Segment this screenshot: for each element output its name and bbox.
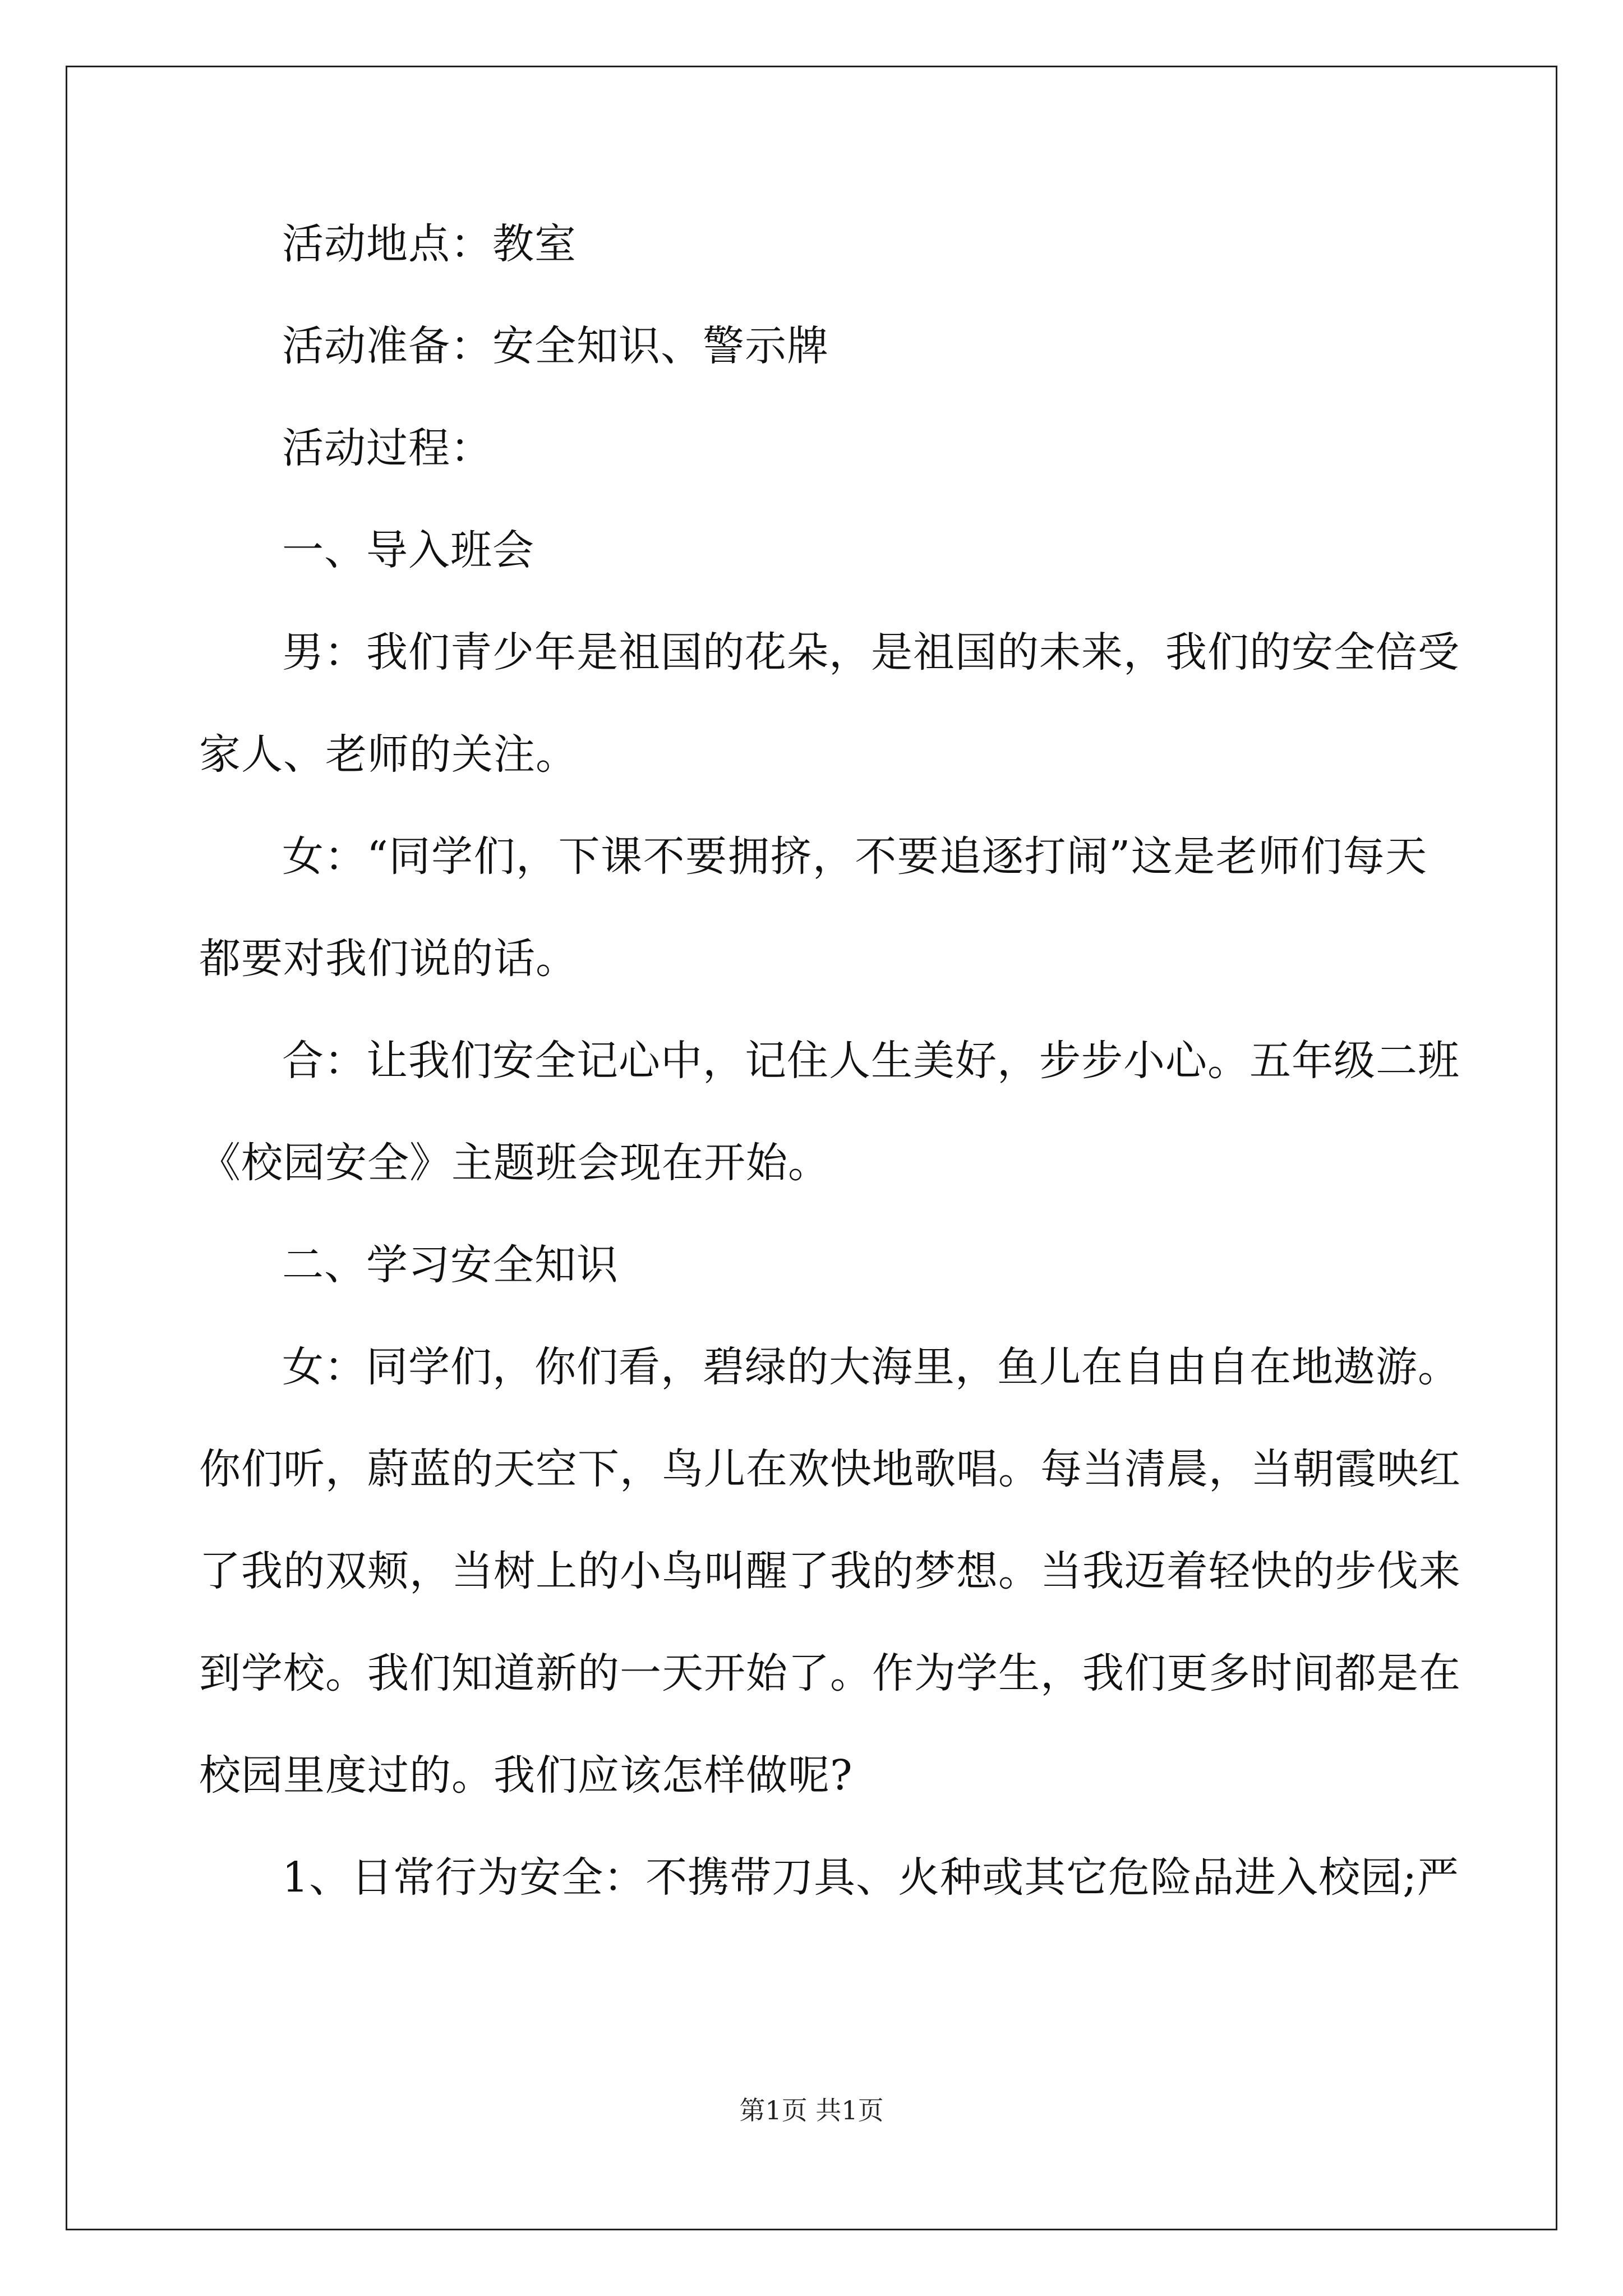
paragraph-line: 到学校。我们知道新的一天开始了。作为学生，我们更多时间都是在 [199,1649,1461,1697]
paragraph-line: 校园里度过的。我们应该怎样做呢? [199,1751,853,1800]
paragraph-line: 家人、老师的关注。 [199,730,578,779]
text-line-activity-preparation: 活动准备：安全知识、警示牌 [282,322,829,370]
text-line-activity-process: 活动过程： [282,424,492,472]
section-heading-intro: 一、导入班会 [282,526,534,574]
paragraph-line: 了我的双颊，当树上的小鸟叫醒了我的梦想。当我迈着轻快的步伐来 [199,1547,1461,1595]
paragraph-line: 合：让我们安全记心中，记住人生美好，步步小心。五年级二班 [282,1037,1460,1085]
paragraph-line: 你们听，蔚蓝的天空下，鸟儿在欢快地歌唱。每当清晨，当朝霞映红 [199,1445,1461,1493]
paragraph-line: 都要对我们说的话。 [199,935,578,983]
paragraph-line: 男：我们青少年是祖国的花朵，是祖国的未来，我们的安全倍受 [282,628,1460,677]
page-number-footer: 第1页 共1页 [739,2095,884,2125]
paragraph-line: 1、日常行为安全：不携带刀具、火种或其它危险品进入校园;严 [282,1853,1460,1902]
paragraph-line: 女：“同学们，下课不要拥挤，不要追逐打闹”这是老师们每天 [282,832,1427,881]
section-heading-safety-knowledge: 二、学习安全知识 [282,1241,619,1289]
paragraph-line: 《校园安全》主题班会现在开始。 [199,1139,830,1187]
paragraph-line: 女：同学们，你们看，碧绿的大海里，鱼儿在自由自在地遨游。 [282,1343,1460,1391]
text-line-activity-location: 活动地点：教室 [282,220,577,268]
